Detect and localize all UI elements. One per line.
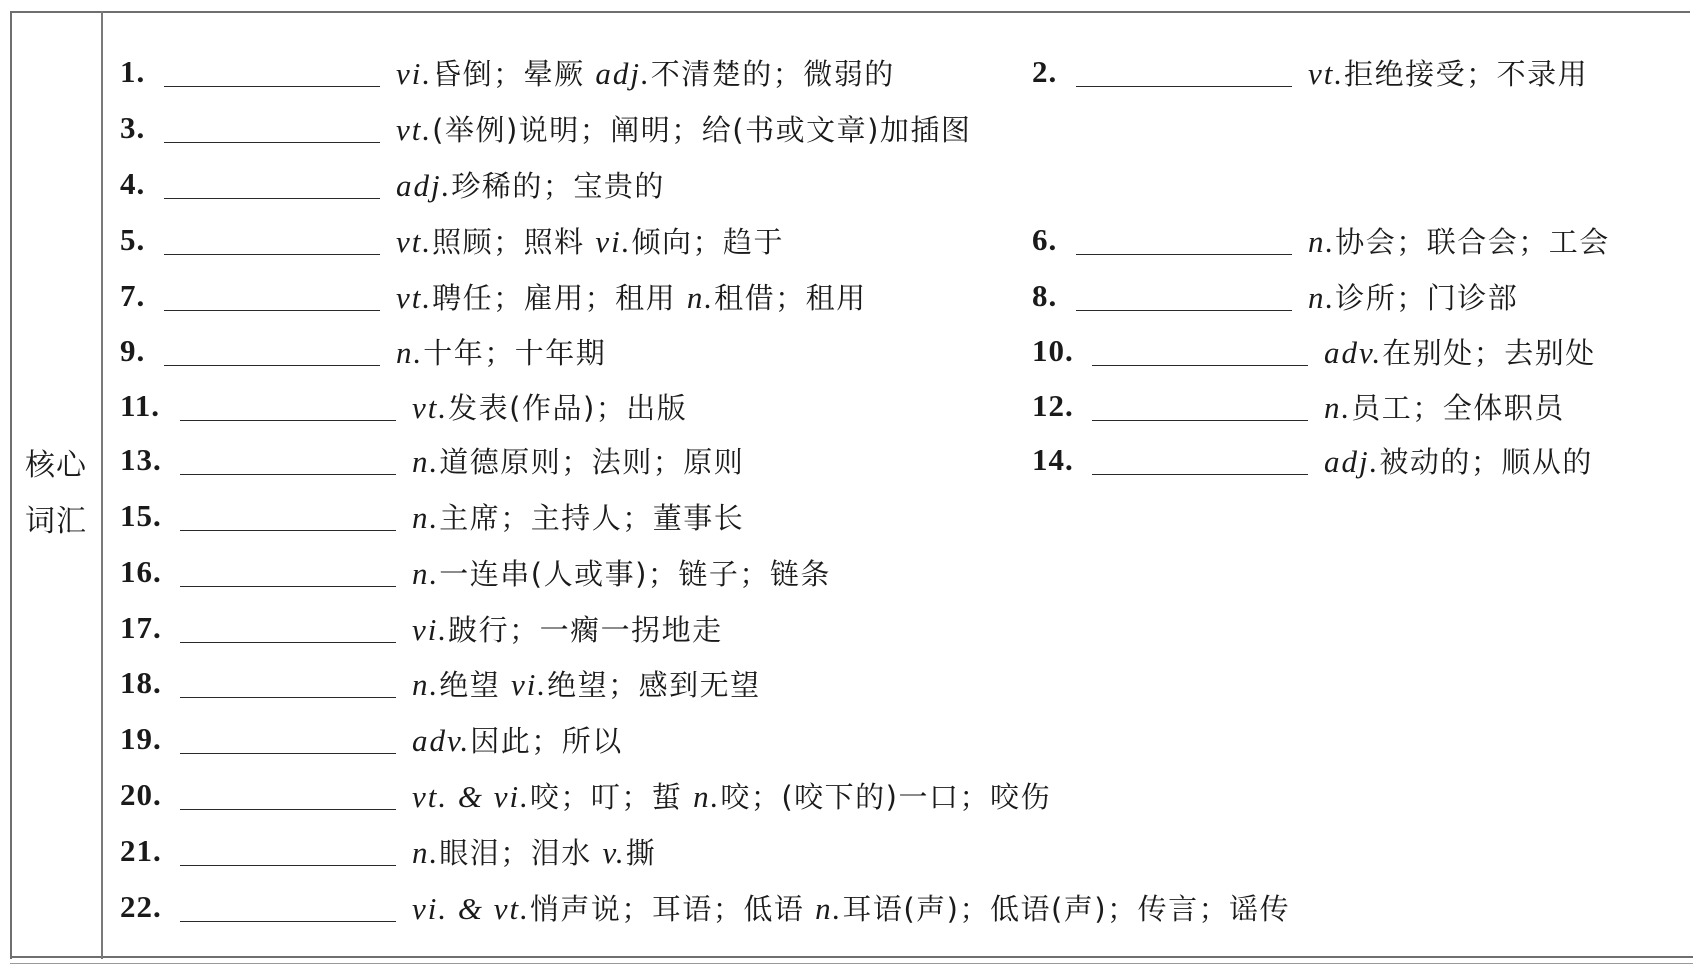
vocab-entry-3 (120, 108, 971, 148)
meaning-text: 绝望；感到无望 (547, 667, 761, 702)
vocab-entry-7 (120, 276, 867, 316)
answer-blank[interactable] (164, 85, 380, 87)
meaning-text: 眼泪；泪水 (439, 835, 603, 870)
entry-number: 3. (120, 110, 146, 145)
vocab-entry-14 (1032, 440, 1593, 480)
entry-definition (412, 440, 744, 481)
answer-blank[interactable] (1076, 85, 1292, 87)
entry-number: 6. (1032, 222, 1058, 257)
answer-blank[interactable] (180, 585, 396, 587)
vocab-entry-5 (120, 220, 784, 260)
answer-blank[interactable] (180, 864, 396, 866)
part-of-speech: n. (412, 834, 440, 870)
vocab-entry-12 (1032, 386, 1565, 426)
entry-definition (396, 108, 971, 149)
answer-blank[interactable] (180, 920, 396, 922)
meaning-text: 发表(作品)；出版 (448, 390, 688, 425)
part-of-speech: vt. (396, 279, 433, 315)
part-of-speech: adj. (1324, 443, 1380, 479)
bottom-rule (10, 956, 1693, 958)
answer-blank[interactable] (1092, 419, 1308, 421)
part-of-speech: vi. (412, 611, 449, 647)
vocab-entry-6 (1032, 220, 1610, 260)
answer-blank[interactable] (180, 808, 396, 810)
meaning-text: 照顾；照料 (432, 224, 596, 259)
part-of-speech: vt. (396, 111, 433, 147)
entry-number: 19. (120, 721, 162, 756)
entry-number: 9. (120, 333, 146, 368)
entry-number: 22. (120, 889, 162, 924)
part-of-speech: n. (396, 334, 424, 370)
part-of-speech: vt. (1308, 55, 1345, 91)
entry-number: 1. (120, 54, 146, 89)
entry-definition (412, 831, 656, 872)
answer-blank[interactable] (164, 253, 380, 255)
meaning-text: 昏倒；晕厥 (432, 56, 596, 91)
part-of-speech: vt. (396, 223, 433, 259)
part-of-speech: n. (1308, 279, 1336, 315)
part-of-speech: n. (1324, 389, 1352, 425)
part-of-speech: vi. & vt. (412, 890, 530, 926)
entry-definition (412, 496, 744, 537)
vocab-entry-15 (120, 496, 744, 536)
part-of-speech: n. (815, 890, 843, 926)
vocab-entry-4 (120, 164, 665, 204)
meaning-text: 咬；叮；蜇 (529, 779, 694, 814)
entry-number: 15. (120, 498, 162, 533)
entry-definition (1308, 276, 1518, 317)
entry-number: 13. (120, 442, 162, 477)
vocab-entry-18 (120, 663, 761, 703)
entry-definition (1324, 386, 1565, 427)
entry-definition (1308, 52, 1588, 93)
entry-definition (1308, 220, 1610, 261)
answer-blank[interactable] (180, 641, 396, 643)
entry-number: 4. (120, 166, 146, 201)
vocab-entry-19 (120, 719, 623, 759)
entry-definition (396, 276, 867, 317)
meaning-text: 撕 (625, 835, 657, 870)
entry-number: 17. (120, 610, 162, 645)
entry-number: 2. (1032, 54, 1058, 89)
part-of-speech: vt. (412, 389, 449, 425)
answer-blank[interactable] (164, 364, 380, 366)
part-of-speech: vi. (595, 223, 632, 259)
answer-blank[interactable] (180, 473, 396, 475)
entry-definition (412, 608, 723, 649)
part-of-speech: n. (412, 666, 440, 702)
meaning-text: 绝望 (439, 667, 511, 702)
part-of-speech: n. (412, 555, 440, 591)
entry-definition (412, 386, 687, 427)
section-label-line2: 词汇 (25, 504, 87, 539)
meaning-text: 员工；全体职员 (1351, 390, 1565, 425)
meaning-text: 诊所；门诊部 (1335, 280, 1519, 315)
entry-definition (412, 552, 831, 593)
entry-number: 7. (120, 278, 146, 313)
answer-blank[interactable] (1092, 364, 1308, 366)
answer-blank[interactable] (164, 197, 380, 199)
meaning-text: 十年；十年期 (423, 335, 607, 370)
entry-definition (396, 331, 606, 372)
entry-definition (412, 719, 623, 760)
meaning-text: 耳语(声)；低语(声)；传言；谣传 (842, 891, 1291, 926)
entry-definition (396, 52, 895, 93)
entry-number: 16. (120, 554, 162, 589)
section-label-line1: 核心 (25, 448, 87, 483)
section-label (18, 438, 94, 550)
vocab-entry-21 (120, 831, 656, 871)
meaning-text: 被动的；顺从的 (1379, 444, 1593, 479)
meaning-text: 租借；租用 (714, 280, 867, 315)
meaning-text: 在别处；去别处 (1382, 335, 1596, 370)
entry-number: 11. (120, 388, 161, 423)
entry-definition (396, 220, 784, 261)
vocab-entry-20 (120, 775, 1051, 815)
answer-blank[interactable] (180, 529, 396, 531)
entry-number: 12. (1032, 388, 1074, 423)
entry-definition (412, 775, 1051, 816)
part-of-speech: adv. (1324, 334, 1383, 370)
part-of-speech: adj. (396, 167, 452, 203)
column-divider (101, 11, 103, 959)
entry-number: 18. (120, 665, 162, 700)
meaning-text: 因此；所以 (470, 723, 623, 758)
entry-number: 14. (1032, 442, 1074, 477)
part-of-speech: n. (412, 443, 440, 479)
meaning-text: 跛行；一瘸一拐地走 (448, 612, 723, 647)
vocab-entry-16 (120, 552, 831, 592)
vocab-entry-13 (120, 440, 744, 480)
vocab-entry-9 (120, 331, 606, 371)
entry-number: 8. (1032, 278, 1058, 313)
meaning-text: 珍稀的；宝贵的 (451, 168, 665, 203)
vocab-entry-11 (120, 386, 687, 426)
part-of-speech: adv. (412, 722, 471, 758)
meaning-text: 悄声说；耳语；低语 (529, 891, 816, 926)
entry-number: 21. (120, 833, 162, 868)
part-of-speech: n. (686, 279, 715, 315)
meaning-text: 主席；主持人；董事长 (439, 500, 745, 535)
meaning-text: 道德原则；法则；原则 (439, 444, 745, 479)
entry-definition (396, 164, 665, 205)
meaning-text: 一连串(人或事)；链子；链条 (439, 556, 831, 591)
meaning-text: 倾向；趋于 (631, 224, 784, 259)
vocabulary-table-frame (10, 11, 1690, 959)
answer-blank[interactable] (164, 309, 380, 311)
part-of-speech: vi. (510, 666, 548, 702)
vocab-entry-17 (120, 608, 723, 648)
meaning-text: (举例)说明；阐明；给(书或文章)加插图 (432, 112, 972, 147)
vocab-entry-2 (1032, 52, 1588, 92)
answer-blank[interactable] (1076, 253, 1292, 255)
meaning-text: 聘任；雇用；租用 (432, 280, 687, 315)
part-of-speech: vt. & vi. (412, 778, 530, 814)
answer-blank[interactable] (1092, 473, 1308, 475)
part-of-speech: vi. (396, 55, 433, 91)
answer-blank[interactable] (180, 752, 396, 754)
vocab-entry-1 (120, 52, 895, 92)
entry-definition (412, 663, 761, 704)
entry-number: 5. (120, 222, 146, 257)
part-of-speech: v. (602, 834, 626, 870)
part-of-speech: n. (693, 778, 721, 814)
vocab-entry-8 (1032, 276, 1518, 316)
meaning-text: 咬；(咬下的)一口；咬伤 (720, 779, 1051, 814)
entry-definition (412, 887, 1290, 928)
vocab-entry-22 (120, 887, 1290, 927)
part-of-speech: adj. (595, 55, 651, 91)
entry-definition (1324, 440, 1593, 481)
meaning-text: 不清楚的；微弱的 (650, 56, 895, 91)
answer-blank[interactable] (180, 419, 396, 421)
entry-definition (1324, 331, 1596, 372)
part-of-speech: n. (1308, 223, 1336, 259)
answer-blank[interactable] (180, 696, 396, 698)
vocab-entry-10 (1032, 331, 1596, 371)
bottom-rule-secondary (10, 963, 1693, 964)
entry-number: 10. (1032, 333, 1074, 368)
meaning-text: 协会；联合会；工会 (1335, 224, 1610, 259)
meaning-text: 拒绝接受；不录用 (1344, 56, 1589, 91)
answer-blank[interactable] (1076, 309, 1292, 311)
part-of-speech: n. (412, 499, 440, 535)
answer-blank[interactable] (164, 141, 380, 143)
entry-number: 20. (120, 777, 162, 812)
